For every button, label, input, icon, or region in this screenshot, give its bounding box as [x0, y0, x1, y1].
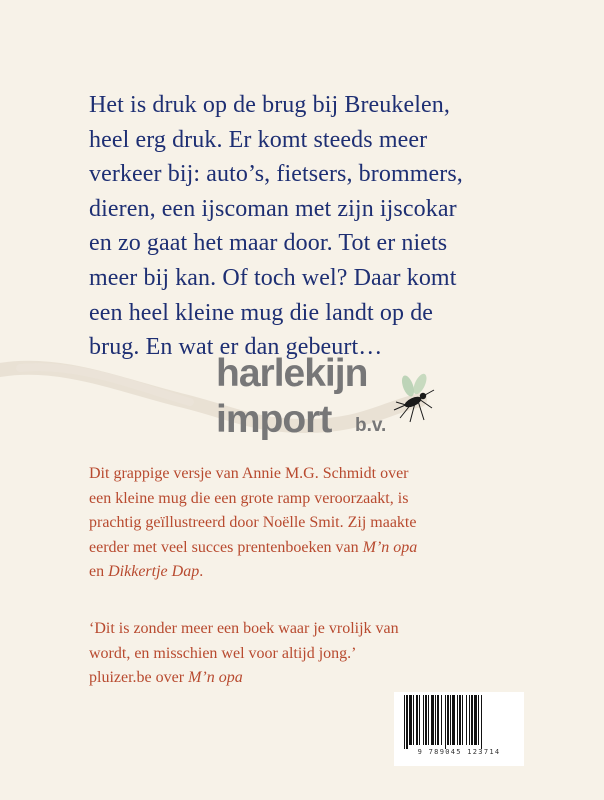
barcode-bar: [466, 695, 467, 745]
description-text: en: [89, 563, 109, 581]
barcode-bar: [435, 695, 436, 745]
blurb-line: meer bij kan. Of toch wel? Daar komt: [89, 264, 457, 291]
barcode-bar: [471, 695, 473, 745]
barcode-bar: [469, 695, 470, 745]
barcode-bar: [428, 695, 429, 745]
blurb-line: en zo gaat het maar door. Tot er niets: [89, 230, 448, 257]
barcode-bar: [416, 695, 418, 745]
quote-source-book: M’n opa: [188, 669, 243, 687]
barcode-bar: [450, 695, 451, 745]
barcode-bar: [452, 695, 455, 745]
publisher-logo-line2: import: [216, 398, 332, 441]
book-title-dikkertje-dap: Dikkertje Dap: [108, 563, 200, 581]
description-text: .: [199, 563, 204, 581]
description-line: Dit grappige versje van Annie M.G. Schmidt over: [89, 465, 409, 482]
isbn-number: 9 789045 123714: [417, 748, 501, 756]
blurb-line: dieren, een ijscoman met zijn ijscokar: [89, 195, 457, 222]
blurb-text: [89, 88, 559, 365]
blurb-line: Het is druk op de brug bij Breukelen,: [89, 92, 450, 118]
description-line: [89, 560, 559, 585]
mosquito-icon: [386, 372, 442, 428]
barcode-bar: [457, 695, 458, 745]
quote-source-text: pluizer.be over: [89, 669, 189, 687]
barcode-bar: [431, 695, 434, 745]
barcode-bar: [437, 695, 439, 745]
book-description: [89, 462, 559, 585]
blurb-line: verkeer bij: auto’s, fietsers, brommers,: [89, 161, 463, 188]
barcode-bars: [402, 695, 516, 749]
blurb-line: brug. En wat er dan gebeurt…: [89, 334, 383, 361]
description-line: prachtig geïllustreerd door Noëlle Smit. Zij maakte: [89, 514, 417, 532]
barcode-bar: [413, 695, 414, 745]
description-text: eerder met veel succes prentenboeken van: [89, 538, 363, 556]
barcode-bar: [462, 695, 463, 745]
isbn-barcode: [394, 692, 524, 766]
barcode-bar: [481, 695, 482, 749]
barcode-bar: [445, 695, 446, 749]
blurb-line: heel erg druk. Er komt steeds meer: [89, 126, 428, 153]
barcode-bar: [447, 695, 449, 745]
publisher-logo-line1: harlekijn: [216, 352, 368, 395]
barcode-bar: [404, 695, 405, 749]
book-title-mn-opa: M’n opa: [362, 538, 418, 556]
quote-source: [89, 666, 559, 691]
barcode-bar: [425, 695, 427, 745]
barcode-bar: [423, 695, 424, 745]
barcode-bar: [459, 695, 461, 745]
barcode-bar: [474, 695, 477, 745]
blurb-line: een heel kleine mug die landt op de: [89, 299, 434, 326]
barcode-bar: [409, 695, 412, 745]
description-line: [89, 536, 559, 561]
barcode-bar: [406, 695, 408, 749]
publisher-logo-suffix: b.v.: [355, 415, 387, 436]
barcode-bar: [478, 695, 479, 745]
barcode-bar: [419, 695, 420, 745]
quote-line: wordt, en misschien wel voor altijd jong.’: [89, 644, 357, 662]
description-line: een kleine mug die een grote ramp veroorzaakt, is: [89, 489, 409, 507]
barcode-bar: [441, 695, 442, 745]
quote-line: ‘Dit is zonder meer een boek waar je vrolijk van: [89, 620, 399, 637]
review-quote: [89, 617, 559, 691]
